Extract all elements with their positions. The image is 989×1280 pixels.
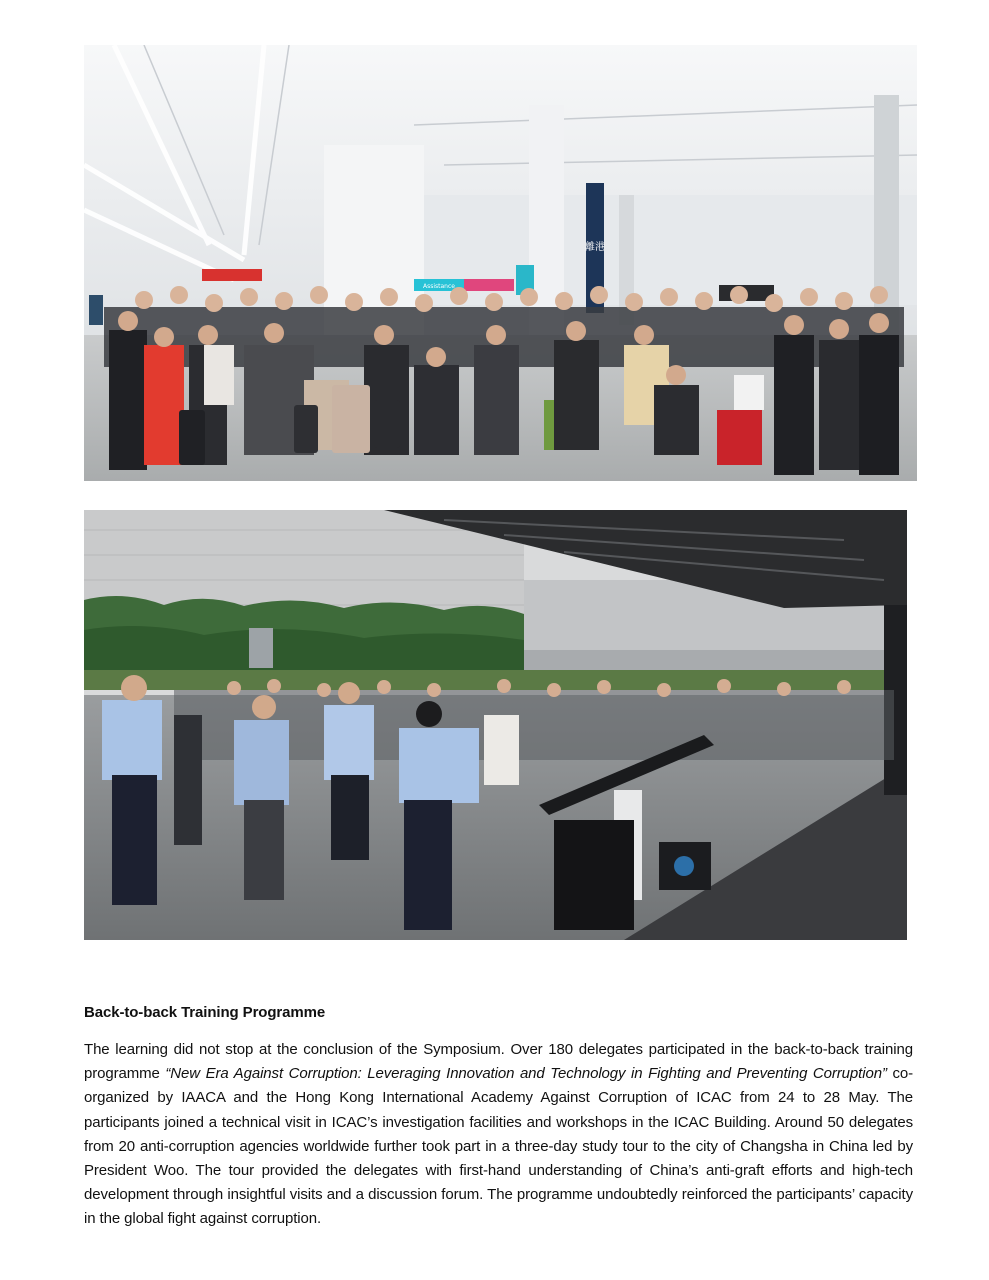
speaker-box bbox=[554, 820, 634, 930]
programme-title-italic: “New Era Against Corruption: Leveraging Innovation and Technology in Fighting and Preventing Corruption” bbox=[165, 1065, 887, 1083]
departures-sign-text: 離港 bbox=[585, 242, 605, 253]
paragraph-text-part-1: The learning did not stop at the conclusion of the Symposium. Over 180 delegates participated in the back-to-back training programme bbox=[84, 1041, 913, 1083]
paragraph-text-part-2: co-organized by IAACA and the Hong Kong International Academy Against Corruption of ICAC from 24 to 28 May. The participants joined a technical visit in ICAC’s investigation facilities and workshops in the ICAC Building. Around 50 delegates from 20 anti-corruption agencies worldwide further took part in a three-day study tour to the city of Changsha in China led by President Woo. The tour provided the delegates with first-hand understanding of China’s anti-graft efforts and high-tech development through insightful visits and a discussion forum. The programme undoubtedly reinforced the participants’ capacity in the global fight against corruption. bbox=[84, 1065, 913, 1228]
section-heading: Back-to-back Training Programme bbox=[84, 1004, 326, 1021]
assistance-sign-text: Assistance bbox=[423, 283, 455, 290]
body-paragraph bbox=[84, 1038, 913, 1232]
group-photo-station-hall bbox=[84, 45, 917, 481]
outdoor-visit-illustration bbox=[84, 510, 907, 940]
delegates-outdoor-visit-photo bbox=[84, 510, 907, 940]
group-photo-illustration bbox=[84, 45, 917, 481]
